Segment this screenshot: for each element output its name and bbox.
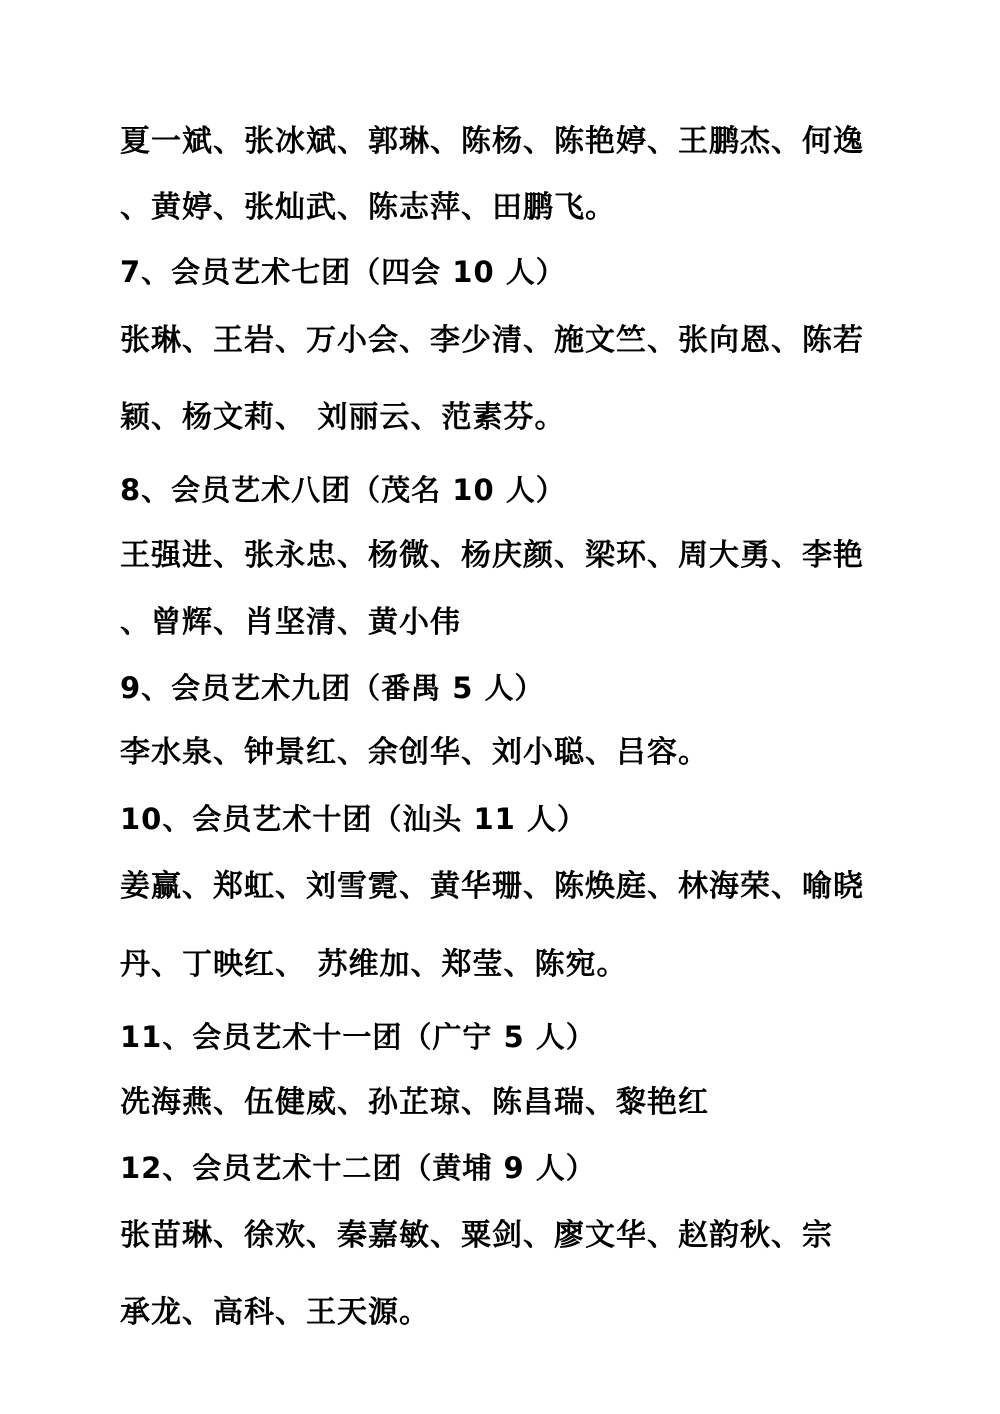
member-names-line: 、黄婷、张灿武、陈志萍、田鹏飞。 [120,190,616,225]
member-names-line: 丹、丁映红、 苏维加、郑莹、陈宛。 [120,947,628,982]
section-heading-group-11: 11、会员艺术十一团（广宁 5 人） [120,1020,596,1054]
section-heading-group-9: 9、会员艺术九团（番禺 5 人） [120,671,545,705]
section-heading-group-12: 12、会员艺术十二团（黄埔 9 人） [120,1151,596,1185]
member-names-line: 承龙、高科、王天源。 [120,1295,430,1330]
member-names-line: 冼海燕、伍健威、孙芷琼、陈昌瑞、黎艳红 [120,1085,709,1120]
section-heading-group-10: 10、会员艺术十团（汕头 11 人） [120,802,587,836]
member-names-line: 姜赢、郑虹、刘雪霓、黄华珊、陈焕庭、林海荣、喻晓 [120,869,864,904]
member-names-line: 王强进、张永忠、杨微、杨庆颜、梁环、周大勇、李艳 [120,538,864,573]
member-names-line: 张苗琳、徐欢、秦嘉敏、粟剑、廖文华、赵韵秋、宗 [120,1218,833,1253]
section-heading-group-8: 8、会员艺术八团（茂名 10 人） [120,473,566,507]
member-names-line: 李水泉、钟景红、余创华、刘小聪、吕容。 [120,735,709,770]
member-names-line: 颖、杨文莉、 刘丽云、范素芬。 [120,400,566,435]
member-names-line: 张琳、王岩、万小会、李少清、施文竺、张向恩、陈若 [120,323,864,358]
member-names-line: 夏一斌、张冰斌、郭琳、陈杨、陈艳婷、王鹏杰、何逸 [120,124,864,159]
section-heading-group-7: 7、会员艺术七团（四会 10 人） [120,255,566,289]
member-names-line: 、曾辉、肖坚清、黄小伟 [120,605,461,640]
